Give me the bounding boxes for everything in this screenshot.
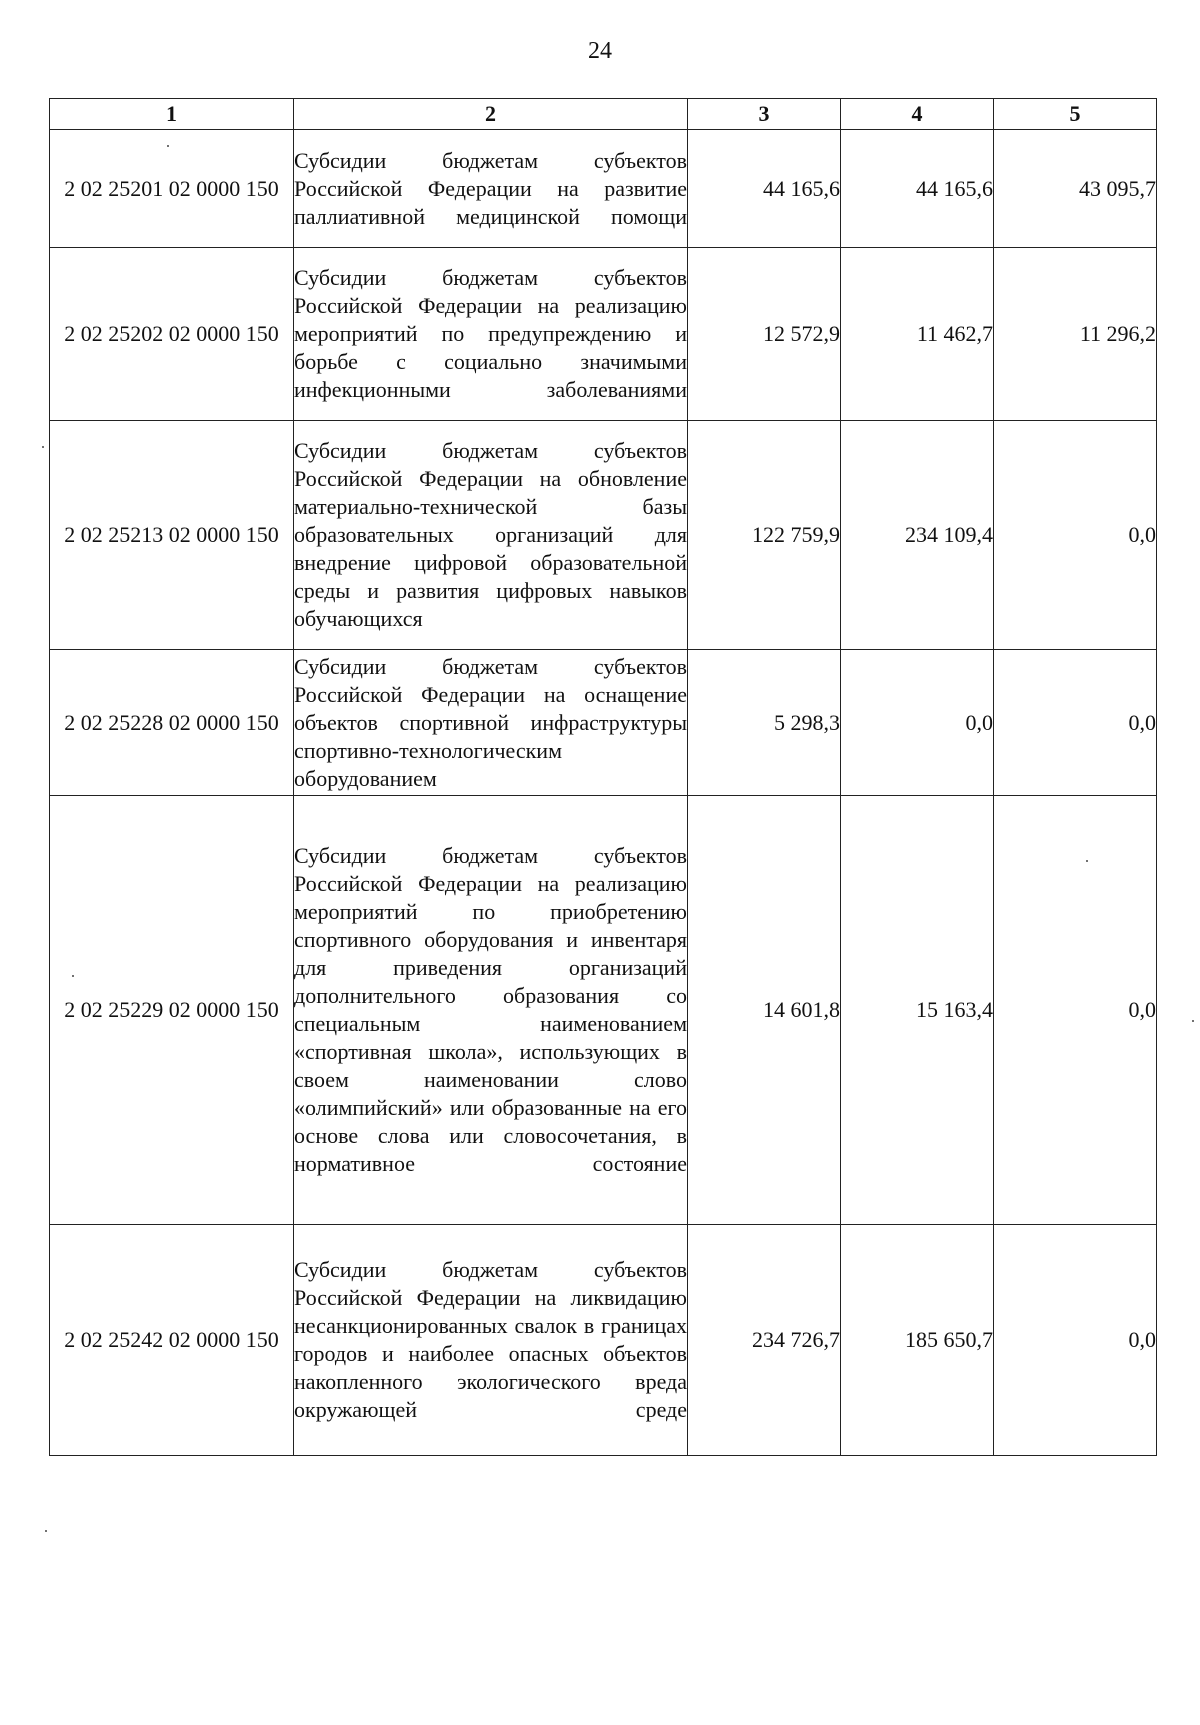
amount-col5-cell: 0,0 — [994, 796, 1157, 1225]
table-row — [50, 650, 1157, 796]
column-header-1: 1 — [50, 99, 294, 130]
budget-table — [49, 98, 1157, 1456]
scan-speck — [45, 1530, 47, 1532]
table-row — [50, 130, 1157, 248]
amount-col5-cell: 43 095,7 — [994, 130, 1157, 248]
budget-code-cell: 2 02 25201 02 0000 150 — [50, 130, 294, 248]
description-text: Субсидии бюджетам субъектов Российской Федерации на оснащение объектов спортивной инфраструктуры спортивно-технологическим оборудованием — [294, 653, 687, 791]
amount-col4-cell: 0,0 — [841, 650, 994, 796]
amount-col3-cell: 122 759,9 — [688, 421, 841, 650]
table-row — [50, 248, 1157, 421]
page-number: 24 — [588, 38, 612, 64]
amount-col4-cell: 185 650,7 — [841, 1225, 994, 1456]
amount-col4-cell: 11 462,7 — [841, 248, 994, 421]
amount-col5-cell: 11 296,2 — [994, 248, 1157, 421]
amount-col4-cell: 44 165,6 — [841, 130, 994, 248]
budget-code-cell: 2 02 25228 02 0000 150 — [50, 650, 294, 796]
budget-code-cell: 2 02 25213 02 0000 150 — [50, 421, 294, 650]
column-header-4: 4 — [841, 99, 994, 130]
amount-col3-cell: 12 572,9 — [688, 248, 841, 421]
description-cell — [294, 248, 688, 421]
description-text: Субсидии бюджетам субъектов Российской Федерации на развитие паллиативной медицинской помощи — [294, 147, 687, 229]
scan-speck — [167, 145, 169, 147]
column-header-5: 5 — [994, 99, 1157, 130]
amount-col3-cell: 44 165,6 — [688, 130, 841, 248]
description-cell — [294, 796, 688, 1225]
description-cell — [294, 1225, 688, 1456]
amount-col3-cell: 14 601,8 — [688, 796, 841, 1225]
description-text: Субсидии бюджетам субъектов Российской Федерации на реализацию мероприятий по приобретению спортивного оборудования и инвентаря для приведения организаций дополнительного образования со специальным наименованием «спортивная школа», использующих в своем наименовании слово «олимпийский» или образованные на его основе слова или словосочетания, в нормативное состояние — [294, 843, 687, 1176]
column-header-2: 2 — [294, 99, 688, 130]
amount-col4-cell: 15 163,4 — [841, 796, 994, 1225]
amount-col3-cell: 234 726,7 — [688, 1225, 841, 1456]
amount-col4-cell: 234 109,4 — [841, 421, 994, 650]
description-cell — [294, 421, 688, 650]
scan-speck — [1192, 1020, 1194, 1022]
scan-speck — [1086, 860, 1088, 862]
table-row — [50, 796, 1157, 1225]
budget-code-cell: 2 02 25202 02 0000 150 — [50, 248, 294, 421]
column-header-3: 3 — [688, 99, 841, 130]
table-row — [50, 421, 1157, 650]
description-text: Субсидии бюджетам субъектов Российской Федерации на реализацию мероприятий по предупреждению и борьбе с социально значимыми инфекционными заболеваниями — [294, 265, 687, 402]
description-cell — [294, 130, 688, 248]
amount-col5-cell: 0,0 — [994, 650, 1157, 796]
amount-col5-cell: 0,0 — [994, 421, 1157, 650]
amount-col5-cell: 0,0 — [994, 1225, 1157, 1456]
amount-col3-cell: 5 298,3 — [688, 650, 841, 796]
description-text: Субсидии бюджетам субъектов Российской Федерации на ликвидацию несанкционированных свалок в границах городов и наиболее опасных объектов накопленного экологического вреда окружающей среде — [294, 1257, 687, 1422]
scan-speck — [42, 446, 44, 448]
budget-code-cell: 2 02 25242 02 0000 150 — [50, 1225, 294, 1456]
description-text: Субсидии бюджетам субъектов Российской Федерации на обновление материально-технической базы образовательных организаций для внедрение цифровой образовательной среды и развития цифровых навыков обучающихся — [294, 438, 687, 631]
description-cell — [294, 650, 688, 796]
table-row — [50, 1225, 1157, 1456]
scan-speck — [72, 975, 74, 977]
budget-code-cell: 2 02 25229 02 0000 150 — [50, 796, 294, 1225]
table-header-row — [50, 99, 1157, 130]
